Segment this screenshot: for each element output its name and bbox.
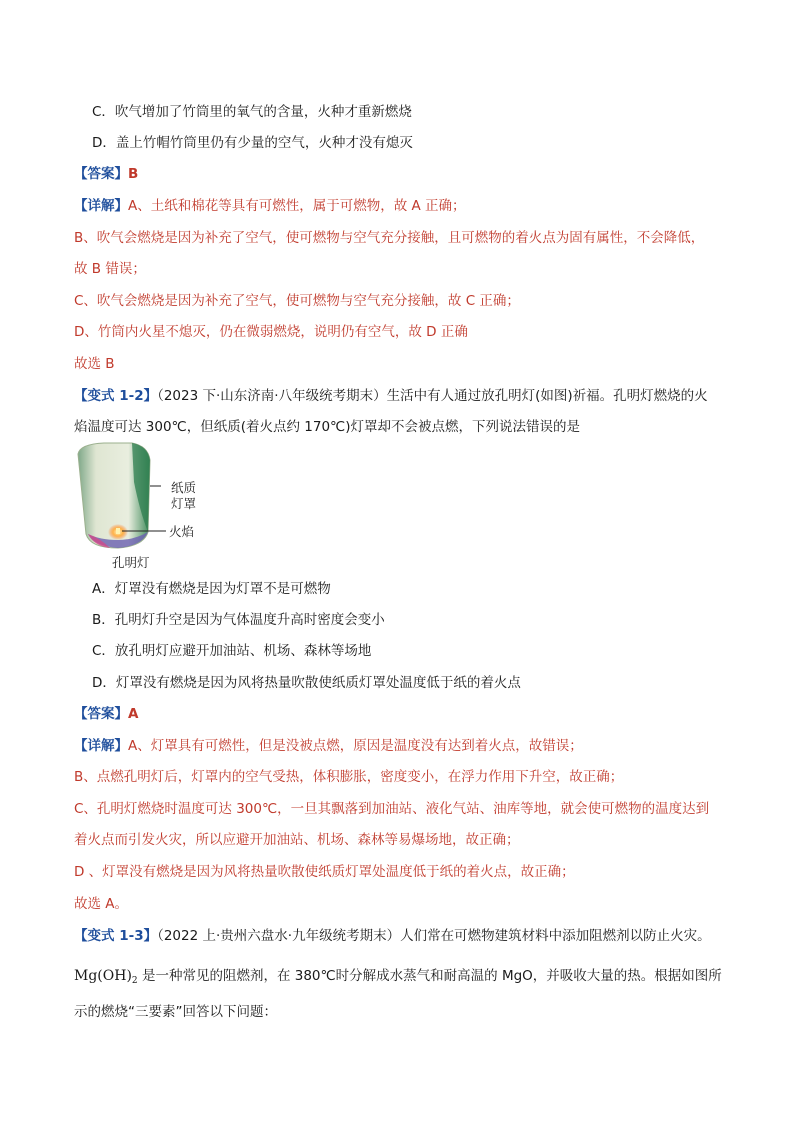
detail-d: D 、灯罩没有燃烧是因为风将热量吹散使纸质灯罩处温度低于纸的着火点，故正确； — [74, 864, 575, 880]
detail-b-line1: B、吹气会燃烧是因为补充了空气，使可燃物与空气充分接触，且可燃物的着火点为固有属性，不会降低， — [74, 230, 705, 246]
detail-b: B、点燃孔明灯后，灯罩内的空气受热，体积膨胀，密度变小，在浮力作用下升空，故正确； — [74, 769, 624, 785]
option-d: D．灯罩没有燃烧是因为风将热量吹散使纸质灯罩处温度低于纸的着火点 — [92, 675, 521, 691]
label-shade: 灯罩 — [171, 496, 197, 511]
formula-mgoh2: $Mg(OH)_2$ — [74, 968, 138, 986]
detail-d: D、竹筒内火星不熄灭，仍在微弱燃烧，说明仍有空气，故 D 正确 — [74, 324, 468, 340]
question-stem-line3: 示的燃烧“三要素”回答以下问题： — [74, 1004, 277, 1020]
option-b: B．孔明灯升空是因为气体温度升高时密度会变小 — [92, 612, 385, 628]
detail-a-text: A、土纸和棉花等具有可燃性，属于可燃物，故 A 正确； — [128, 198, 466, 214]
option-a: A．灯罩没有燃烧是因为灯罩不是可燃物 — [92, 581, 331, 597]
detail-a-text: A、灯罩具有可燃性，但是没被点燃，原因是温度没有达到着火点，故错误； — [128, 738, 583, 754]
detail-c: C、吹气会燃烧是因为补充了空气，使可燃物与空气充分接触，故 C 正确； — [74, 293, 520, 309]
answer-tag: 【答案】 — [74, 166, 128, 182]
detail-tag: 【详解】 — [74, 198, 128, 214]
lantern-illustration — [74, 442, 224, 572]
question-stem-line2: 焰温度可达 300℃，但纸质(着火点约 170℃)灯罩却不会被点燃，下列说法错误的是 — [74, 419, 580, 435]
detail-a — [74, 736, 583, 756]
detail-tag: 【详解】 — [74, 738, 128, 754]
figure-caption: 孔明灯 — [112, 555, 150, 570]
detail-b-line2: 故 B 错误； — [74, 261, 146, 277]
conclusion: 故选 A。 — [74, 896, 129, 912]
answer-row — [74, 704, 138, 724]
option-c: C．放孔明灯应避开加油站、机场、森林等场地 — [92, 643, 372, 659]
stem-text-1: （2023 下·山东济南·八年级统考期末）生活中有人通过放孔明灯(如图)祈福。孔明灯燃烧的火 — [157, 388, 708, 404]
conclusion: 故选 B — [74, 356, 115, 372]
answer-row — [74, 164, 138, 184]
question-stem-line1 — [74, 926, 711, 946]
kongming-lantern-figure — [74, 442, 224, 572]
detail-a — [74, 196, 466, 216]
variant-tag: 【变式 1-3】 — [74, 928, 158, 944]
question-stem-line2 — [74, 966, 722, 991]
option-d: D．盖上竹帽竹筒里仍有少量的空气，火种才没有熄灭 — [92, 135, 413, 151]
stem-text-2: 是一种常见的阻燃剂，在 380℃时分解成水蒸气和耐高温的 MgO，并吸收大量的热。根据如图所 — [137, 968, 722, 984]
stem-text-1: （2022 上·贵州六盘水·九年级统考期末）人们常在可燃物建筑材料中添加阻燃剂以防止火灾。 — [157, 928, 711, 944]
label-flame: 火焰 — [169, 524, 195, 539]
answer-value: A — [128, 706, 139, 722]
answer-value: B — [128, 166, 139, 182]
question-stem-line1 — [74, 386, 708, 406]
label-paper: 纸质 — [171, 480, 197, 495]
option-c: C．吹气增加了竹筒里的氧气的含量，火种才重新燃烧 — [92, 104, 412, 120]
answer-tag: 【答案】 — [74, 706, 128, 722]
detail-c-line1: C、孔明灯燃烧时温度可达 300℃，一旦其飘落到加油站、液化气站、油库等地，就会使可燃物的温度达到 — [74, 801, 710, 817]
variant-tag: 【变式 1-2】 — [74, 388, 158, 404]
detail-c-line2: 着火点而引发火灾，所以应避开加油站、机场、森林等易爆场地，故正确； — [74, 832, 520, 848]
